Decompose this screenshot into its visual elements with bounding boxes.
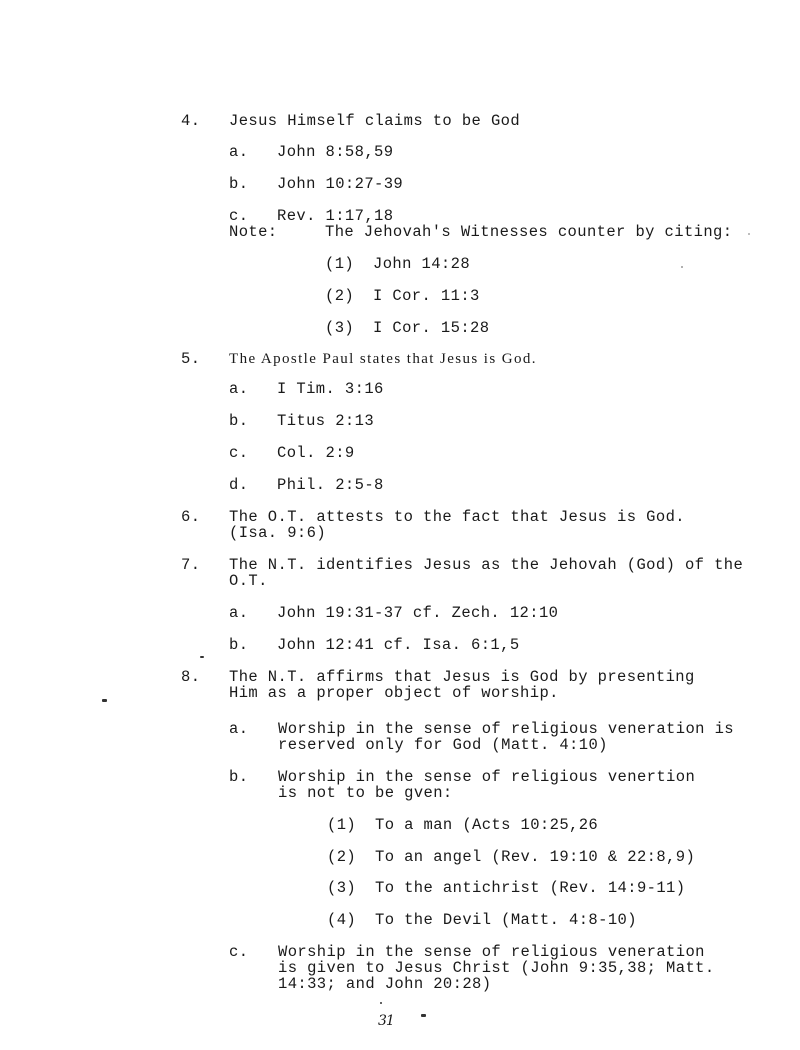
sub-text-line3: 14:33; and John 20:28) xyxy=(278,975,492,993)
sub-text-line1: Worship in the sense of religious veneration xyxy=(278,943,705,961)
sub-letter: b. xyxy=(229,768,249,786)
scan-speck xyxy=(200,656,204,658)
ref-text: To the antichrist (Rev. 14:9-11) xyxy=(375,879,686,897)
sub-letter: a. xyxy=(229,143,249,161)
sub-text: Rev. 1:17,18 xyxy=(277,207,394,225)
ref-text: To an angel (Rev. 19:10 & 22:8,9) xyxy=(375,848,696,866)
ref-number: (2) xyxy=(325,287,355,305)
item-number: 8. xyxy=(181,668,201,686)
item-heading-line2: Him as a proper object of worship. xyxy=(229,684,559,702)
sub-text: John 10:27-39 xyxy=(277,175,404,193)
ref-number: (2) xyxy=(327,848,357,866)
sub-text: John 19:31-37 cf. Zech. 12:10 xyxy=(277,604,559,622)
ref-number: (3) xyxy=(327,879,357,897)
ref-number: (1) xyxy=(327,816,357,834)
sub-text: Titus 2:13 xyxy=(277,412,375,430)
ref-number: (3) xyxy=(325,319,355,337)
item-heading-line2: O.T. xyxy=(229,572,268,590)
sub-letter: d. xyxy=(229,476,249,494)
item-number: 7. xyxy=(181,556,201,574)
sub-text: John 12:41 cf. Isa. 6:1,5 xyxy=(277,636,520,654)
sub-letter: a. xyxy=(229,604,249,622)
item-heading: The Apostle Paul states that Jesus is God. xyxy=(229,351,537,367)
ref-text: John 14:28 xyxy=(373,255,471,273)
sub-letter: c. xyxy=(229,943,249,961)
item-heading-line1: The N.T. identifies Jesus as the Jehovah (God) of the xyxy=(229,556,744,574)
scan-speck xyxy=(748,233,750,235)
scan-speck xyxy=(380,1002,382,1004)
sub-text-line2: reserved only for God (Matt. 4:10) xyxy=(278,736,608,754)
item-heading-line1: The N.T. affirms that Jesus is God by presenting xyxy=(229,668,695,686)
ref-text: To a man (Acts 10:25,26 xyxy=(375,816,599,834)
sub-text-line2: is given to Jesus Christ (John 9:35,38; Matt. xyxy=(278,959,715,977)
sub-text: Col. 2:9 xyxy=(277,444,355,462)
sub-text: John 8:58,59 xyxy=(277,143,394,161)
ref-number: (4) xyxy=(327,911,357,929)
sub-text: Phil. 2:5-8 xyxy=(277,476,384,494)
sub-text-line2: is not to be gven: xyxy=(278,784,453,802)
scan-speck xyxy=(102,699,107,702)
sub-letter: b. xyxy=(229,412,249,430)
sub-text-line1: Worship in the sense of religious venertion xyxy=(278,768,696,786)
scan-speck xyxy=(681,266,683,268)
item-heading-line2: (Isa. 9:6) xyxy=(229,524,327,542)
note-text: The Jehovah's Witnesses counter by citing: xyxy=(325,223,733,241)
sub-letter: a. xyxy=(229,380,249,398)
ref-text: To the Devil (Matt. 4:8-10) xyxy=(375,911,637,929)
item-number: 6. xyxy=(181,508,201,526)
scan-speck xyxy=(421,1014,426,1017)
sub-text-line1: Worship in the sense of religious veneration is xyxy=(278,720,734,738)
item-number: 5. xyxy=(181,350,201,368)
sub-letter: b. xyxy=(229,175,249,193)
sub-letter: c. xyxy=(229,207,249,225)
note-label: Note: xyxy=(229,223,278,241)
ref-text: I Cor. 11:3 xyxy=(373,287,480,305)
sub-text: I Tim. 3:16 xyxy=(277,380,384,398)
item-heading: Jesus Himself claims to be God xyxy=(229,112,521,130)
page-number: 31 xyxy=(378,1013,394,1029)
sub-letter: b. xyxy=(229,636,249,654)
ref-text: I Cor. 15:28 xyxy=(373,319,490,337)
item-number: 4. xyxy=(181,112,201,130)
sub-letter: a. xyxy=(229,720,249,738)
ref-number: (1) xyxy=(325,255,355,273)
item-heading-line1: The O.T. attests to the fact that Jesus is God. xyxy=(229,508,685,526)
sub-letter: c. xyxy=(229,444,249,462)
